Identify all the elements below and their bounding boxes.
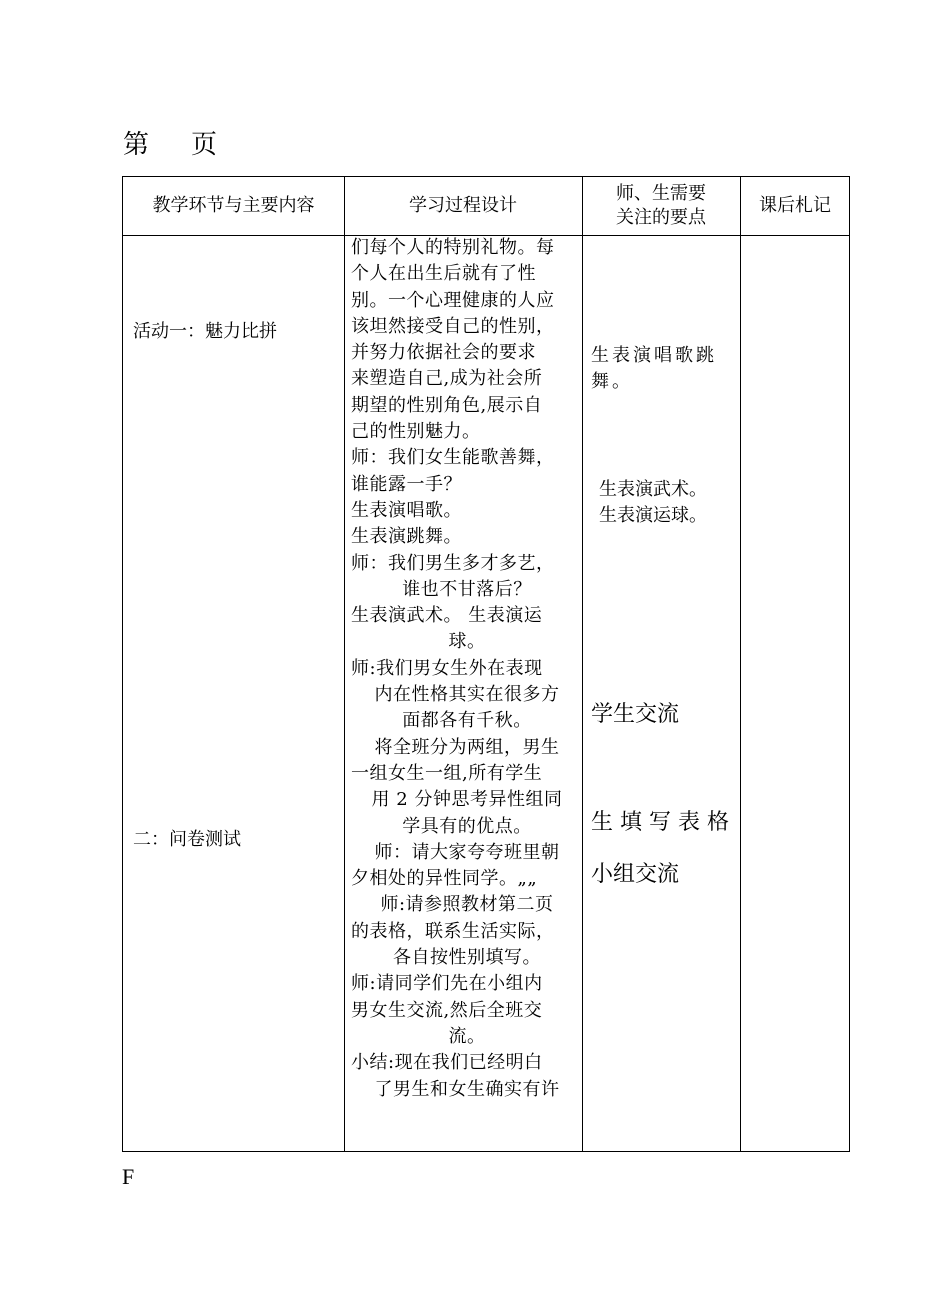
process-line: 师:我们男女生外在表现 — [351, 657, 543, 679]
process-line: 男女生交流,然后全班交 — [351, 999, 543, 1021]
process-line: 流。 — [448, 1025, 486, 1047]
column-divider — [740, 177, 741, 1151]
focus-sing-dance — [591, 343, 717, 395]
process-line: 将全班分为两组，男生 — [374, 736, 560, 758]
section-activity-one: 活动一：魅力比拼 — [133, 321, 277, 342]
process-line: 的表格，联系生活实际， — [351, 920, 555, 942]
focus-student-exchange: 学生交流 — [591, 702, 680, 727]
focus-group-exchange: 小组交流 — [591, 862, 680, 887]
header-key-points — [582, 177, 740, 235]
header-key-points-line1: 师、生需要 — [616, 183, 706, 204]
process-line: 别。一个心理健康的人应 — [351, 289, 555, 311]
process-line: 期望的性别角色,展示自 — [351, 394, 543, 416]
process-line: 小结:现在我们已经明白 — [351, 1052, 543, 1074]
header-learning-process: 学习过程设计 — [409, 195, 517, 216]
process-line: 师：我们男生多才多艺， — [351, 552, 555, 574]
focus-sing-dance-line2: 舞。 — [591, 371, 633, 392]
process-line: 了男生和女生确实有许 — [374, 1078, 560, 1100]
process-line: 生表演武术。 生表演运 — [351, 605, 543, 627]
process-line: 球。 — [448, 631, 486, 653]
process-line: 并努力依据社会的要求 — [351, 342, 536, 364]
header-post-class-notes: 课后札记 — [759, 195, 831, 216]
learning-process-text — [351, 235, 583, 1103]
page-header-char-1: 第 — [123, 130, 150, 160]
process-line: 师:请参照教材第二页 — [380, 894, 554, 916]
process-line: 谁能露一手？ — [351, 473, 462, 495]
process-line: 生表演唱歌。 — [351, 499, 462, 521]
process-line: 师：请大家夸夸班里朝 — [374, 841, 560, 863]
process-line: 谁也不甘落后？ — [402, 578, 532, 600]
process-line: 己的性别魅力。 — [351, 421, 481, 443]
process-line: 师:请同学们先在小组内 — [351, 973, 543, 995]
process-line: 师：我们女生能歌善舞， — [351, 447, 555, 469]
process-line: 来塑造自己,成为社会所 — [351, 368, 543, 390]
focus-sing-dance-line1: 生表演唱歌跳 — [591, 345, 717, 366]
process-line: 各自按性别填写。 — [393, 947, 541, 969]
process-line: 学具有的优点。 — [402, 815, 532, 837]
process-line: 个人在出生后就有了性 — [351, 263, 536, 285]
column-divider — [344, 177, 345, 1151]
header-key-points-line2: 关注的要点 — [616, 207, 706, 228]
process-line: 用 2 分钟思考异性组同 — [371, 789, 563, 811]
page-number-header — [123, 124, 217, 161]
process-line: 面都各有千秋。 — [402, 710, 532, 732]
process-line: 夕相处的异性同学。„„ — [351, 868, 538, 890]
focus-fill-form: 生 填 写 表 格 — [591, 810, 729, 835]
footer-mark: F — [122, 1164, 135, 1189]
process-line: 们每个人的特别礼物。每 — [351, 237, 555, 258]
process-line: 生表演跳舞。 — [351, 526, 462, 548]
focus-martial-arts: 生表演武术。 — [599, 479, 707, 500]
section-questionnaire: 二：问卷测试 — [133, 829, 241, 850]
page-header-char-2: 页 — [191, 130, 218, 160]
process-line: 一组女生一组,所有学生 — [351, 762, 543, 784]
focus-ball: 生表演运球。 — [599, 505, 707, 526]
process-line: 内在性格其实在很多方 — [374, 684, 560, 706]
process-line: 该坦然接受自己的性别， — [351, 315, 555, 337]
lesson-plan-table — [122, 176, 850, 1152]
header-teaching-section: 教学环节与主要内容 — [152, 195, 315, 216]
